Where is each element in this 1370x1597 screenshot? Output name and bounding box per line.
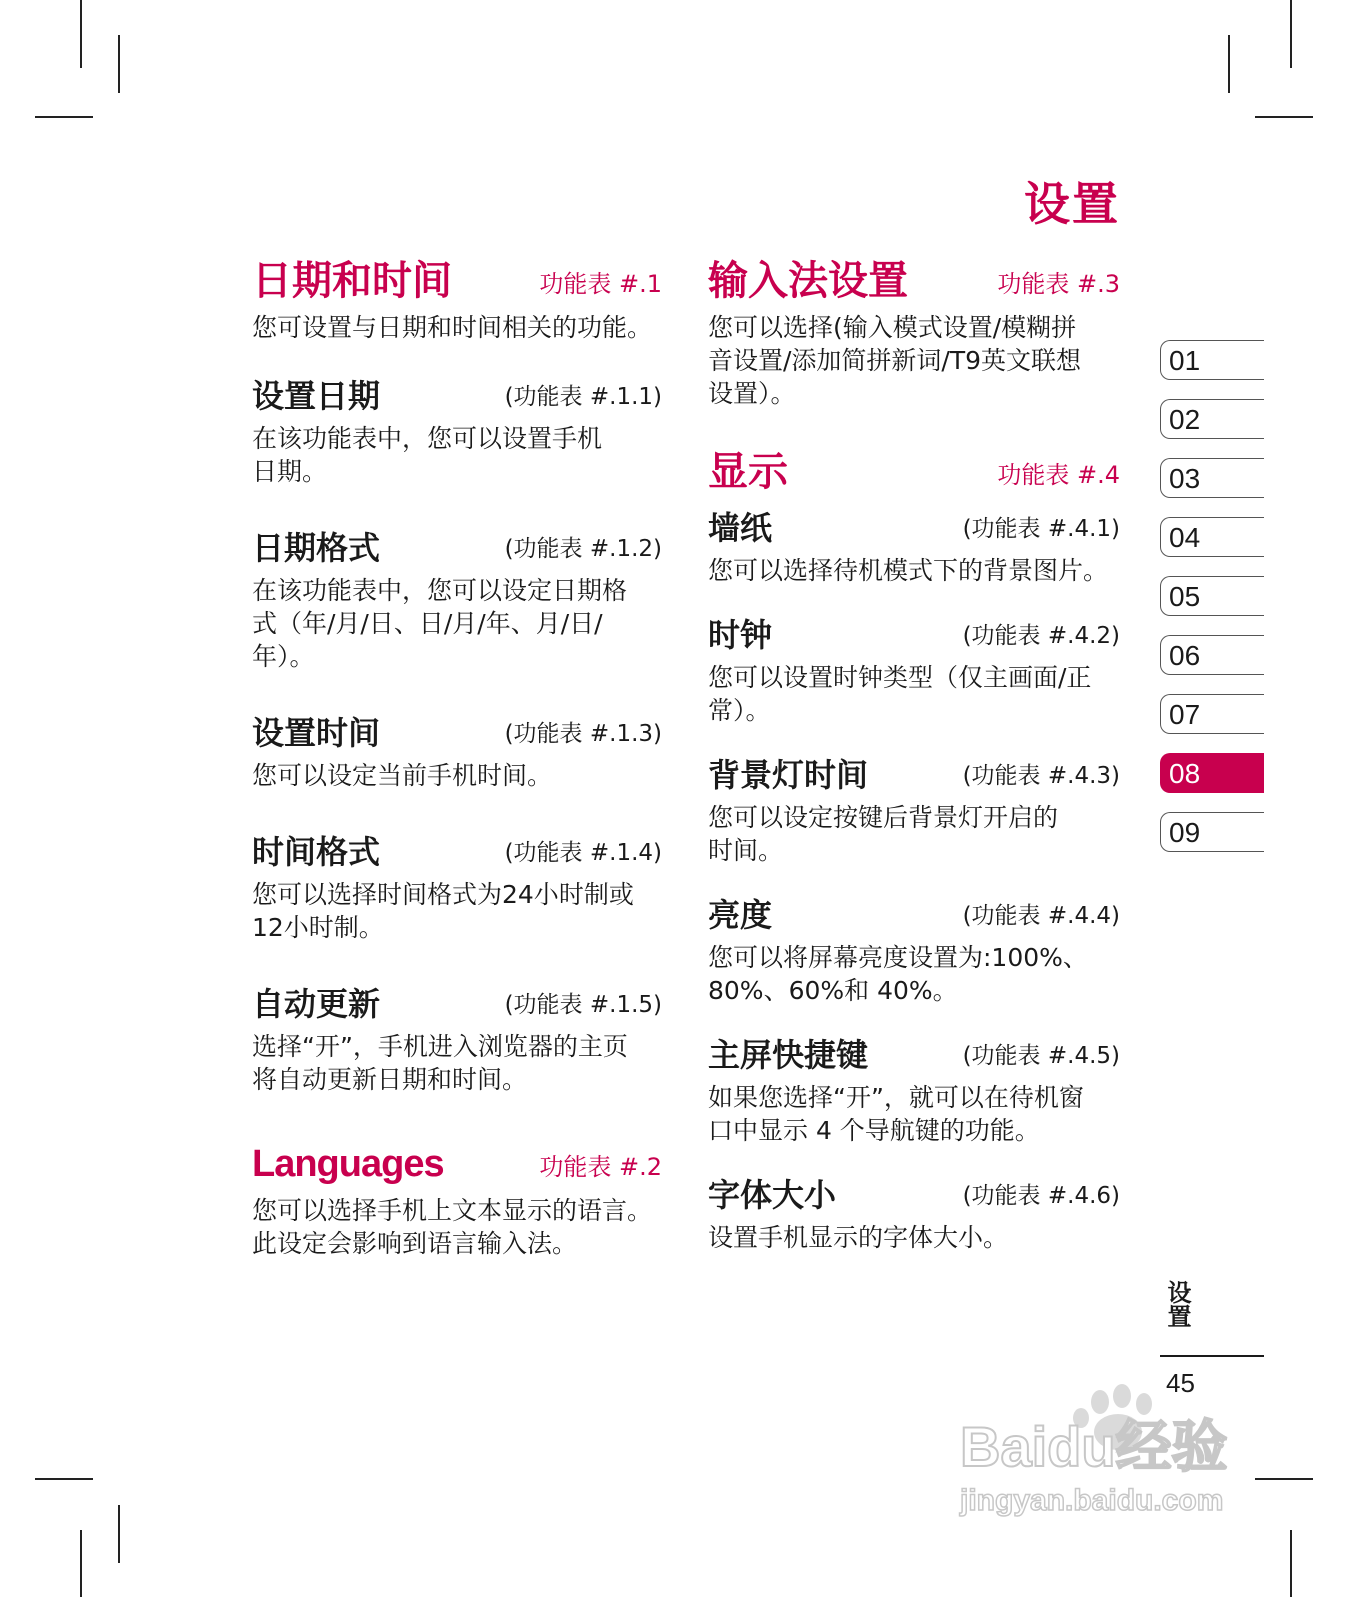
subsection-text: 选择“开”，手机进入浏览器的主页 将自动更新日期和时间。: [252, 1032, 628, 1094]
crop-mark: [1290, 1530, 1292, 1597]
subsection-menu-ref: (功能表 #.4.5): [962, 1043, 1120, 1069]
subsection-text: 在该功能表中，您可以设定日期格 式（年/月/日、日/月/年、月/日/ 年）。: [252, 576, 628, 671]
crop-mark: [80, 0, 82, 68]
crop-mark: [118, 35, 120, 93]
watermark-brand: Baidu经验: [960, 1415, 1228, 1478]
section-header: [708, 446, 1120, 502]
chapter-tab-label: 09: [1169, 817, 1201, 848]
section-menu-ref: 功能表 #.1: [539, 270, 662, 298]
subsection-header: [708, 1173, 1120, 1221]
subsection-menu-ref: (功能表 #.1.3): [504, 721, 662, 747]
chapter-tab-label: 02: [1169, 404, 1201, 435]
chapter-tab-06[interactable]: [1160, 635, 1264, 675]
watermark-url: jingyan.baidu.com: [960, 1484, 1224, 1517]
crop-mark: [1255, 116, 1313, 118]
subsection-header: [708, 1033, 1120, 1081]
subsection-header: [708, 613, 1120, 661]
subsection-header: [252, 711, 662, 759]
subsection-header: [252, 374, 662, 422]
page-title: 设置: [1024, 177, 1120, 231]
section-description: 您可以选择手机上文本显示的语言。 此设定会影响到语言输入法。: [252, 1196, 653, 1258]
subsection-menu-ref: (功能表 #.4.6): [962, 1183, 1120, 1209]
chapter-tab-label: 08: [1169, 758, 1201, 789]
subsection-header: [708, 893, 1120, 941]
side-chapter-label: 设置: [1163, 1280, 1191, 1328]
subsection-menu-ref: (功能表 #.1.1): [504, 384, 662, 410]
subsection-title: 日期格式: [252, 529, 381, 567]
section-menu-ref: 功能表 #.2: [539, 1153, 662, 1181]
chapter-tab-label: 05: [1169, 581, 1201, 612]
chapter-tab-label: 03: [1169, 463, 1201, 494]
section-title: 输入法设置: [708, 258, 908, 304]
subsection-text: 您可以选择时间格式为24小时制或 12小时制。: [252, 880, 634, 942]
subsection-menu-ref: (功能表 #.4.3): [962, 763, 1120, 789]
subsection-title: 背景灯时间: [708, 756, 869, 794]
section-title: 显示: [708, 449, 788, 495]
chapter-tab-04[interactable]: [1160, 517, 1264, 557]
subsection-title: 亮度: [708, 896, 773, 934]
subsection-title: 时钟: [708, 616, 773, 654]
section-display: [708, 446, 1120, 1254]
section-header: [708, 255, 1120, 311]
subsection-text: 设置手机显示的字体大小。: [708, 1223, 1009, 1252]
chapter-tab-label: 01: [1169, 345, 1201, 376]
chapter-tab-label: 06: [1169, 640, 1201, 671]
chapter-tab-02[interactable]: [1160, 399, 1264, 439]
section-title: 日期和时间: [252, 258, 452, 304]
chapter-tab-label: 04: [1169, 522, 1201, 553]
subsection-title: 主屏快捷键: [708, 1036, 869, 1074]
subsection-title: 设置日期: [252, 377, 381, 415]
chapter-tab-07[interactable]: [1160, 694, 1264, 734]
subsection-text: 在该功能表中，您可以设置手机 日期。: [252, 424, 603, 486]
chapter-tab-05[interactable]: [1160, 576, 1264, 616]
subsection-text: 您可以选择待机模式下的背景图片。: [708, 556, 1109, 585]
subsection-header: [708, 506, 1120, 554]
page-number: 45: [1166, 1368, 1195, 1398]
crop-mark: [35, 1478, 93, 1480]
right-column: [708, 255, 1120, 1254]
subsection-title: 设置时间: [252, 714, 381, 752]
section-header: [252, 1138, 662, 1194]
subsection-text: 您可以将屏幕亮度设置为:100%、 80%、60%和 40%。: [708, 943, 1088, 1005]
crop-mark: [1290, 0, 1292, 68]
left-column: [252, 255, 662, 1260]
subsection-menu-ref: (功能表 #.4.4): [962, 903, 1120, 929]
section-description: 您可以选择(输入模式设置/模糊拼 音设置/添加简拼新词/T9英文联想 设置）。: [708, 313, 1082, 408]
section-header: [252, 255, 662, 311]
subsection-menu-ref: (功能表 #.1.5): [504, 992, 662, 1018]
subsection-title: 自动更新: [252, 985, 381, 1023]
crop-mark: [118, 1505, 120, 1563]
section-description: 您可设置与日期和时间相关的功能。: [252, 313, 653, 342]
baidu-jingyan-watermark: [950, 1380, 1270, 1530]
subsection-menu-ref: (功能表 #.1.4): [504, 840, 662, 866]
subsection-title: 字体大小: [708, 1176, 837, 1214]
subsection-text: 您可以设定当前手机时间。: [252, 761, 553, 790]
chapter-tab-03[interactable]: [1160, 458, 1264, 498]
subsection-header: [708, 753, 1120, 801]
subsection-header: [252, 526, 662, 574]
subsection-menu-ref: (功能表 #.1.2): [504, 536, 662, 562]
chapter-tab-09[interactable]: [1160, 812, 1264, 852]
section-menu-ref: 功能表 #.4: [997, 461, 1120, 489]
subsection-title: 墙纸: [708, 509, 773, 547]
section-date-time: [252, 255, 662, 1096]
page-number-rule: [1160, 1355, 1264, 1357]
subsection-text: 您可以设定按键后背景灯开启的 时间。: [708, 803, 1059, 865]
subsection-text: 您可以设置时钟类型（仅主画面/正 常）。: [708, 663, 1092, 725]
subsection-menu-ref: (功能表 #.4.2): [962, 623, 1120, 649]
chapter-tab-label: 07: [1169, 699, 1201, 730]
section-menu-ref: 功能表 #.3: [997, 270, 1120, 298]
section-languages: [252, 1138, 662, 1260]
chapter-tab-08[interactable]: [1160, 753, 1264, 793]
subsection-menu-ref: (功能表 #.4.1): [962, 516, 1120, 542]
section-input-method: [708, 255, 1120, 410]
subsection-title: 时间格式: [252, 833, 381, 871]
crop-mark: [80, 1530, 82, 1597]
section-title: Languages: [252, 1143, 444, 1185]
chapter-tabs: [1160, 340, 1264, 871]
crop-mark: [1228, 35, 1230, 93]
crop-mark: [35, 116, 93, 118]
chapter-tab-01[interactable]: [1160, 340, 1264, 380]
subsection-header: [252, 982, 662, 1030]
subsection-header: [252, 830, 662, 878]
subsection-text: 如果您选择“开”，就可以在待机窗 口中显示 4 个导航键的功能。: [708, 1083, 1084, 1145]
